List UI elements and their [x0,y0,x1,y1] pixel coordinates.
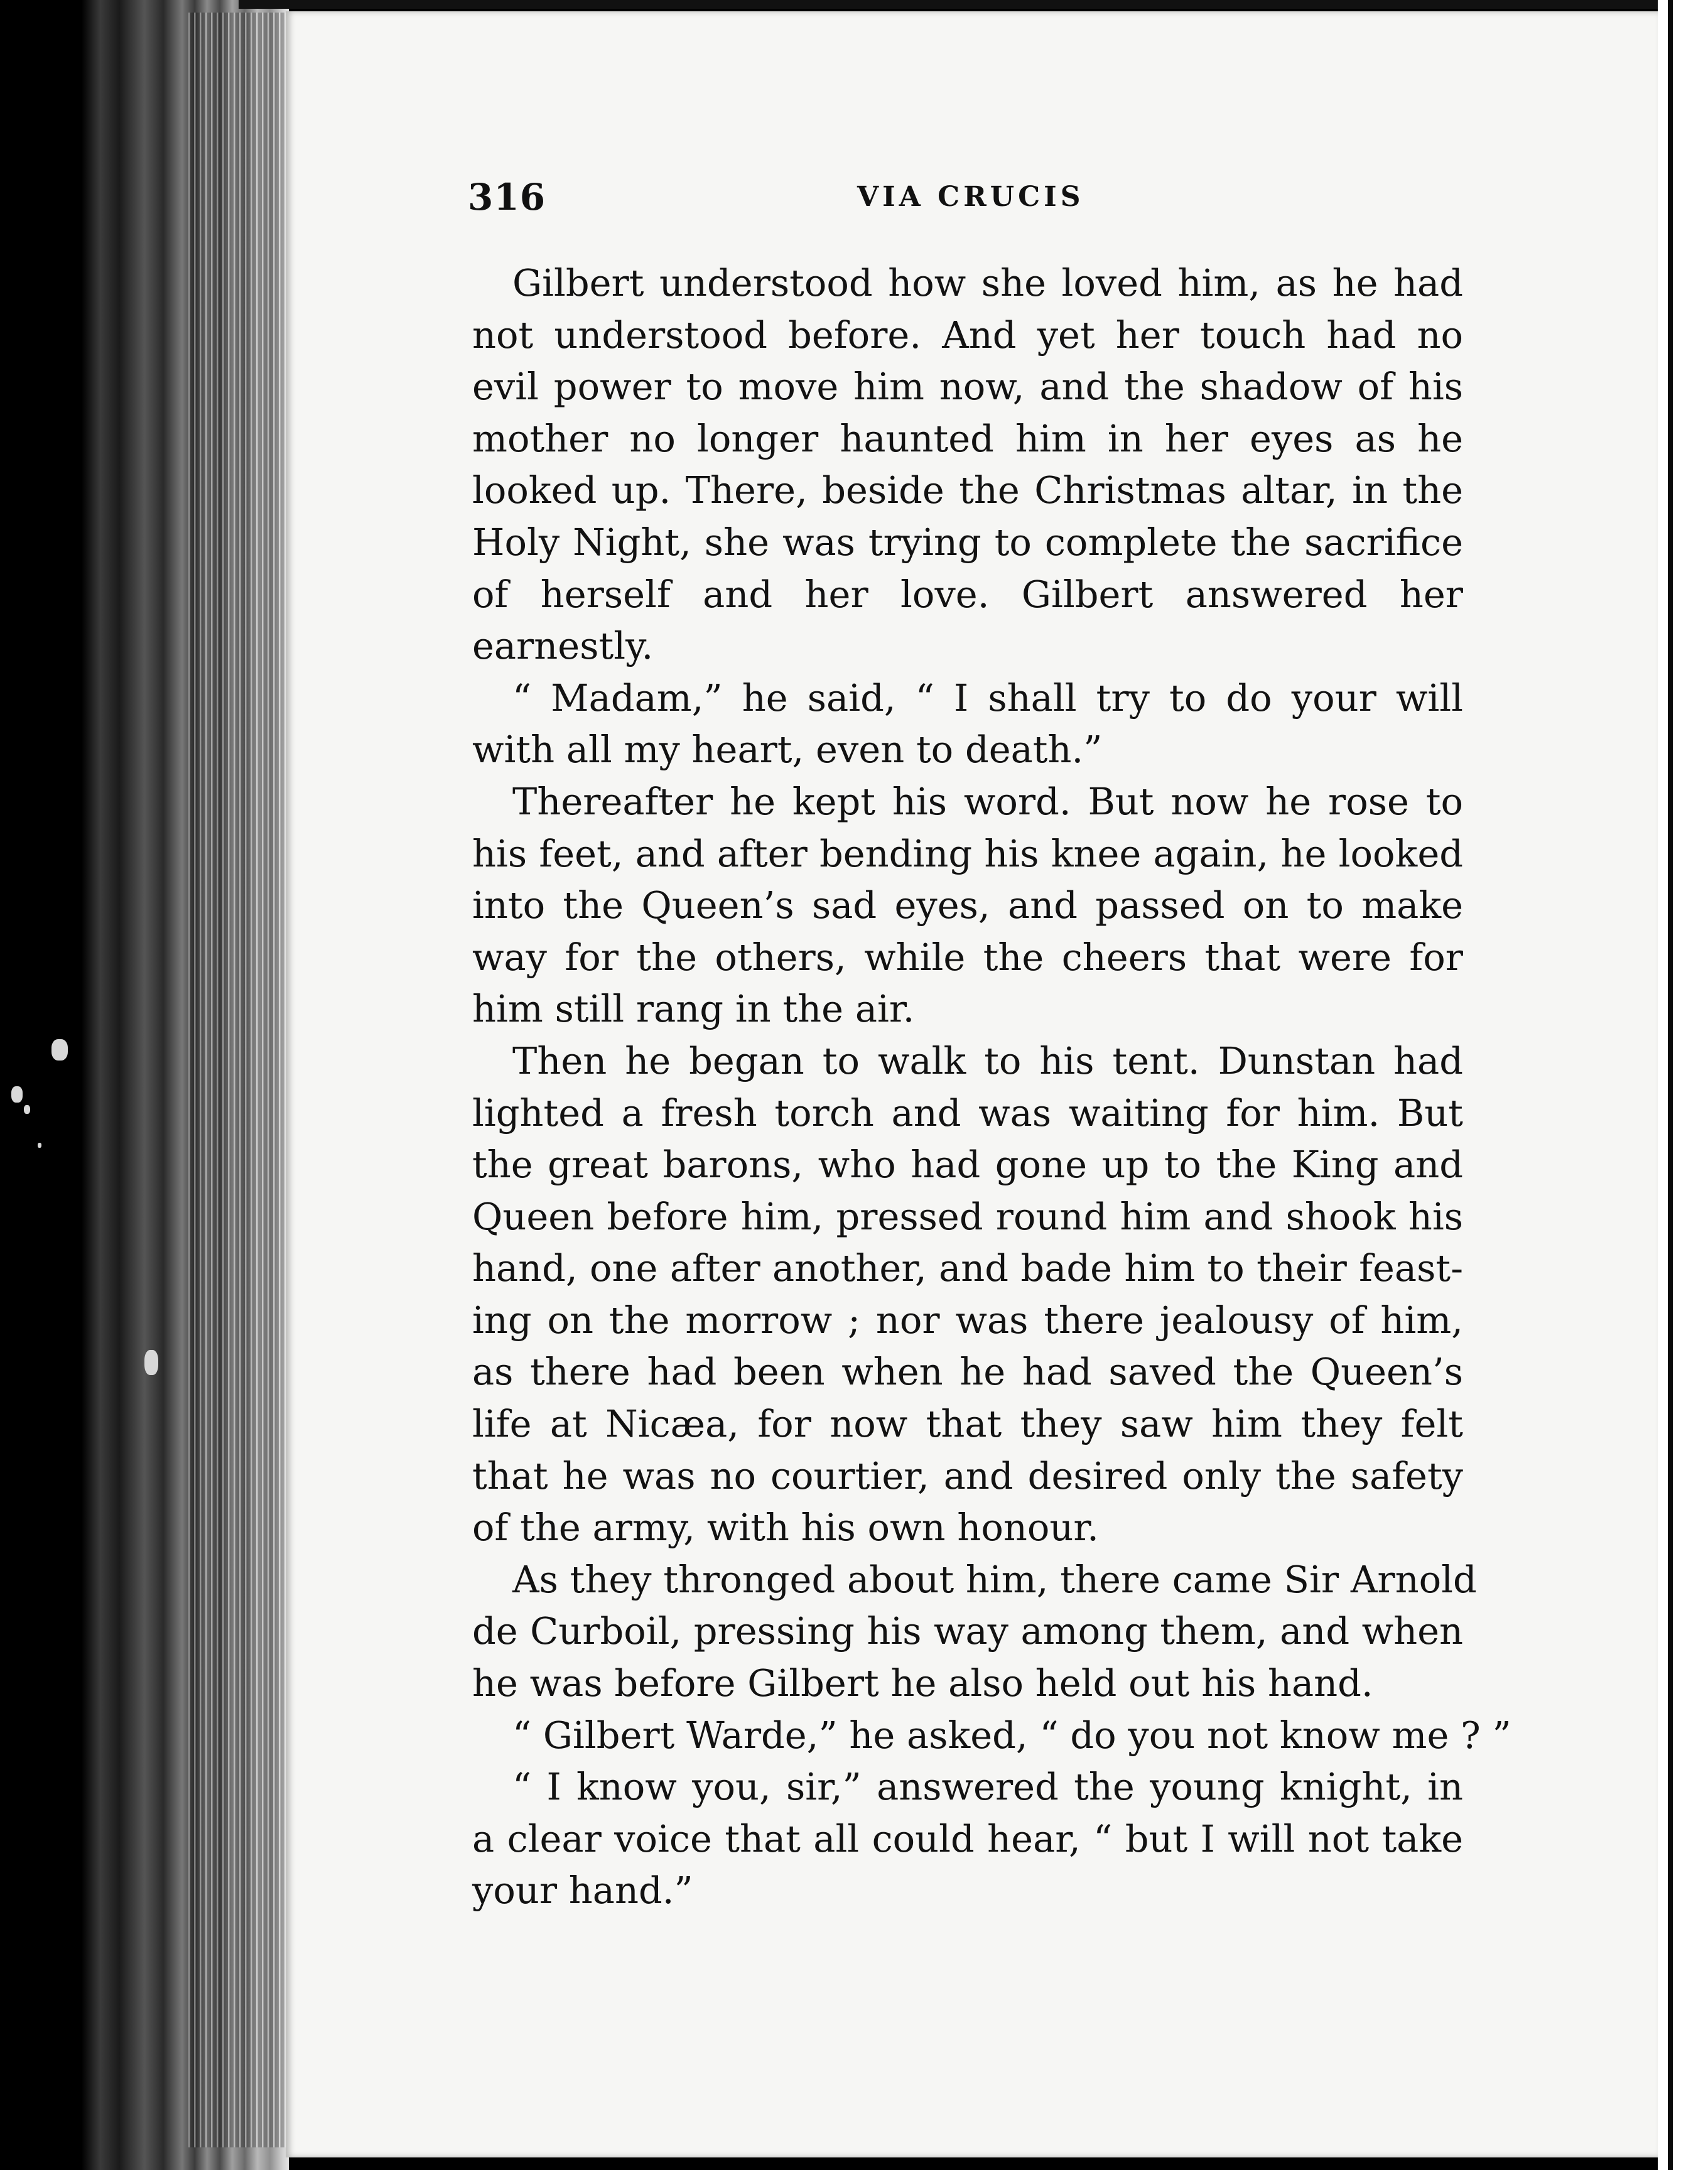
right-margin [1658,0,1708,2170]
text-line: with all my heart, even to death.” [472,728,1103,772]
page-number: 316 [468,176,546,219]
text-line: “ I know you, sir,” answered the young knight, in [512,1765,1463,1809]
text-line: his feet, and after bending his knee again, he looked [472,831,1463,875]
body-text [472,257,1511,1917]
text-line: way for the others, while the cheers that were for [472,935,1463,979]
text-line: looked up. There, beside the Christmas altar, in the [472,468,1463,512]
running-head [468,176,1473,226]
page-edge-lines [188,13,289,2147]
scan-specks [0,0,188,2170]
text-line: the great barons, who had gone up to the King and [472,1143,1463,1187]
text-line: of the army, with his own honour. [472,1506,1099,1550]
text-line: earnestly. [472,624,654,668]
text-line: ing on the morrow ; nor was there jealousy of him, [472,1298,1463,1342]
text-line: your hand.” [472,1869,693,1913]
text-line: of herself and her love. Gilbert answered her [472,572,1463,616]
text-line: into the Queen’s sad eyes, and passed on to make [472,883,1463,927]
text-line: as there had been when he had saved the Queen’s [472,1350,1463,1394]
text-line: lighted a fresh torch and was waiting for him. But [472,1091,1463,1135]
text-line: that he was no courtier, and desired only the safety [472,1454,1463,1498]
text-line: “ Gilbert Warde,” he asked, “ do you not know me ? ” [512,1713,1511,1757]
text-line: As they thronged about him, there came Sir Arnold [512,1557,1477,1601]
text-line: hand, one after another, and bade him to their feast- [472,1246,1463,1290]
text-line: de Curboil, pressing his way among them, and when [472,1609,1463,1653]
text-line: Thereafter he kept his word. But now he rose to [512,779,1463,823]
text-line: a clear voice that all could hear, “ but I will not take [472,1816,1463,1860]
text-line: evil power to move him now, and the shadow of his [472,365,1463,409]
text-line: “ Madam,” he said, “ I shall try to do your will [512,676,1463,720]
text-line: he was before Gilbert he also held out his hand. [472,1661,1373,1705]
running-title: VIA CRUCIS [857,181,1084,213]
text-line: not understood before. And yet her touch had no [472,313,1463,357]
text-line: life at Nicæa, for now that they saw him they felt [472,1402,1463,1446]
text-line: mother no longer haunted him in her eyes as he [472,416,1463,460]
text-line: him still rang in the air. [472,987,915,1031]
right-scan-edge [1668,0,1673,2170]
text-line: Queen before him, pressed round him and shook his [472,1194,1463,1238]
text-line: Gilbert understood how she loved him, as he had [512,261,1463,305]
text-line: Then he began to walk to his tent. Dunstan had [512,1039,1463,1082]
top-scan-edge [239,0,1670,9]
text-line: Holy Night, she was trying to complete the sacrifice [472,520,1463,564]
